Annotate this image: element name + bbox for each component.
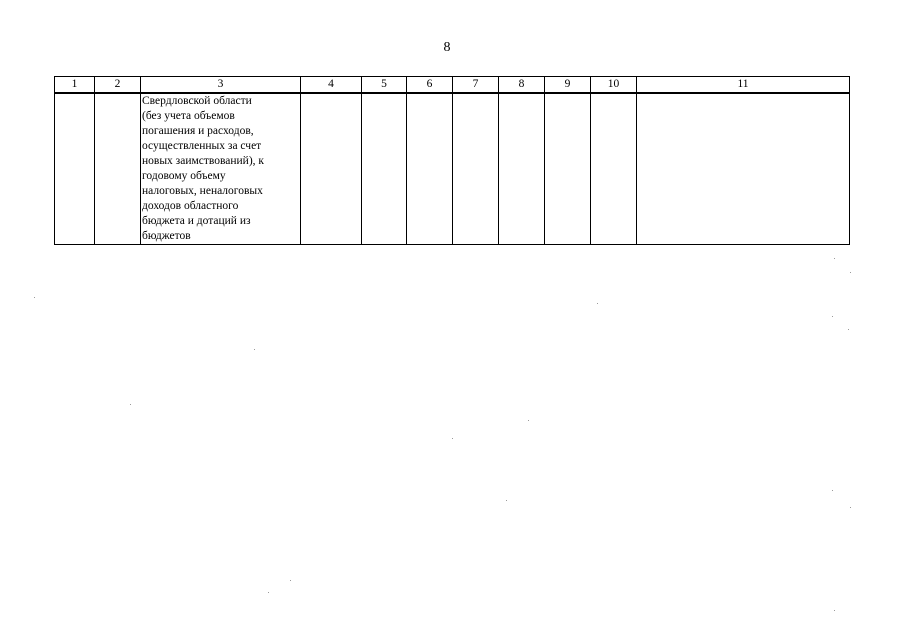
scan-speck — [597, 303, 598, 304]
column-header: 1 — [55, 77, 95, 94]
scan-speck — [850, 272, 851, 273]
scan-speck — [506, 500, 507, 501]
scan-speck — [290, 580, 291, 581]
column-header: 9 — [545, 77, 591, 94]
scan-speck — [834, 258, 835, 259]
table-row — [55, 93, 850, 245]
scan-speck — [832, 316, 833, 317]
scan-speck — [528, 420, 529, 421]
table-cell — [545, 93, 591, 245]
column-header: 8 — [499, 77, 545, 94]
scan-speck — [130, 404, 131, 405]
table-cell — [55, 93, 95, 245]
table-cell — [362, 93, 407, 245]
column-header: 3 — [141, 77, 301, 94]
scan-speck — [848, 329, 849, 330]
table-header-row — [55, 77, 850, 94]
scan-speck — [850, 507, 851, 508]
scan-speck — [452, 438, 453, 439]
budget-table — [54, 76, 850, 245]
page-number: 8 — [443, 40, 451, 55]
column-header: 6 — [407, 77, 453, 94]
table-cell-description: Свердловской области (без учета объемов погашения и расходов, осуществленных за счет новых заимствований), к годовому объему налоговых, неналоговых доходов областного бюджета и дотаций из бюджетов — [141, 93, 301, 245]
column-header: 11 — [637, 77, 850, 94]
table-cell — [591, 93, 637, 245]
table-cell — [453, 93, 499, 245]
column-header: 2 — [95, 77, 141, 94]
scan-speck — [34, 297, 35, 298]
table-cell — [407, 93, 453, 245]
table-cell — [499, 93, 545, 245]
table-cell — [301, 93, 362, 245]
column-header: 5 — [362, 77, 407, 94]
column-header: 4 — [301, 77, 362, 94]
table-cell — [95, 93, 141, 245]
column-header: 10 — [591, 77, 637, 94]
scan-speck — [254, 349, 255, 350]
column-header: 7 — [453, 77, 499, 94]
scan-speck — [268, 592, 269, 593]
scan-speck — [832, 490, 833, 491]
table-cell — [637, 93, 850, 245]
scan-speck — [834, 610, 835, 611]
